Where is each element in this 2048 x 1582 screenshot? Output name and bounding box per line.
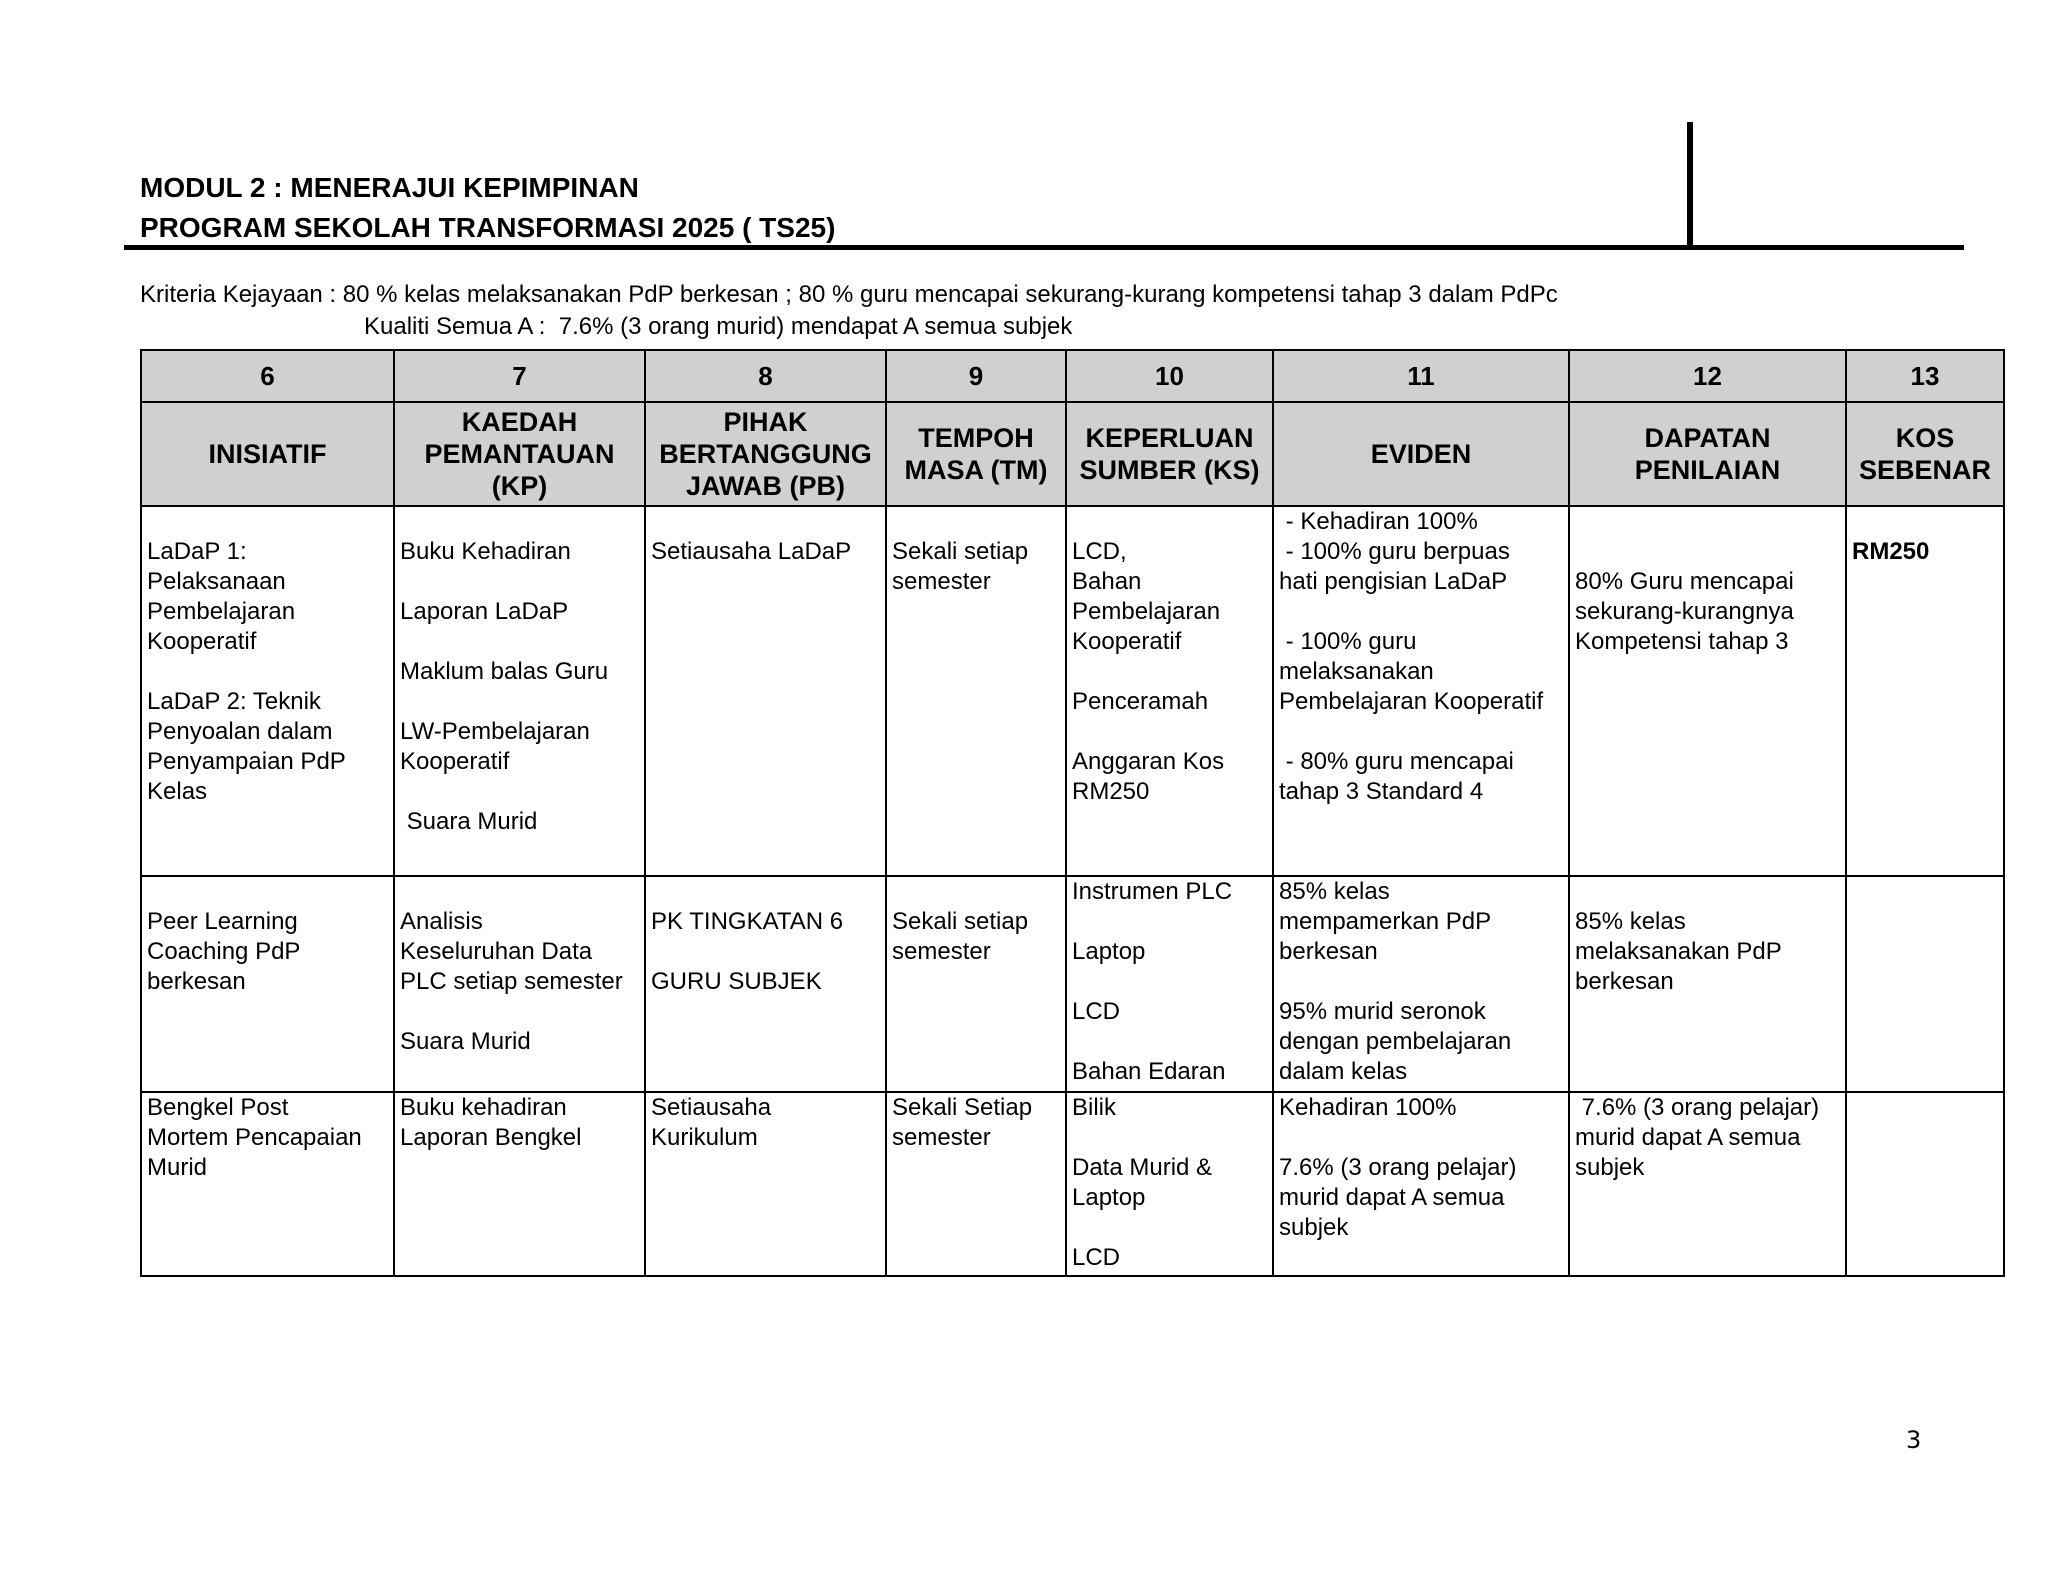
header-kaedah-pemantauan: KAEDAH PEMANTAUAN (KP) — [394, 402, 645, 506]
cell-line: RM250 — [1852, 538, 1930, 565]
cell-line — [892, 507, 1060, 537]
cell-kos — [1846, 506, 2004, 876]
column-number: 6 — [141, 350, 394, 402]
initiative-table — [140, 349, 2005, 1277]
cell-line: mempamerkan PdP — [1279, 908, 1492, 935]
cell-line: Bilik — [1072, 1094, 1117, 1121]
cell-line: Analisis — [400, 908, 483, 935]
title-line-1: MODUL 2 : MENERAJUI KEPIMPINAN — [140, 172, 639, 203]
header-keperluan-sumber: KEPERLUAN SUMBER (KS) — [1066, 402, 1273, 506]
cell-line — [892, 877, 1060, 907]
cell-line: LCD — [1072, 1244, 1121, 1271]
cell-line — [1852, 507, 1998, 537]
cell-eviden — [1273, 876, 1569, 1092]
cell-line — [1072, 1027, 1267, 1057]
cell-line: Penyoalan dalam — [147, 718, 333, 745]
cell-line: Pembelajaran — [147, 598, 296, 625]
header-eviden: EVIDEN — [1273, 402, 1569, 506]
cell-line: 7.6% (3 orang pelajar) — [1279, 1154, 1517, 1181]
cell-pihak — [645, 506, 886, 876]
cell-line — [1279, 967, 1563, 997]
success-criteria — [140, 279, 1558, 343]
cell-line: Kurikulum — [651, 1124, 758, 1151]
table-row — [141, 876, 2004, 1092]
cell-line: subjek — [1575, 1154, 1645, 1181]
title-vertical-bar — [1687, 122, 1693, 250]
cell-line: hati pengisian LaDaP — [1279, 568, 1508, 595]
cell-kaedah — [394, 876, 645, 1092]
cell-line: Pembelajaran — [1072, 598, 1221, 625]
cell-line: Data Murid & — [1072, 1154, 1213, 1181]
cell-line — [400, 777, 639, 807]
cell-line: 85% kelas — [1575, 908, 1686, 935]
cell-pihak — [645, 876, 886, 1092]
cell-line: LCD, — [1072, 538, 1127, 565]
cell-line: Maklum balas Guru — [400, 658, 609, 685]
cell-line: Sekali Setiap — [892, 1094, 1033, 1121]
column-header-row — [141, 402, 2004, 506]
cell-line — [1072, 907, 1267, 937]
cell-line: LW-Pembelajaran — [400, 718, 590, 745]
cell-line: Laptop — [1072, 938, 1146, 965]
cell-line: Pembelajaran Kooperatif — [1279, 688, 1544, 715]
criteria-line-1: Kriteria Kejayaan : 80 % kelas melaksanakan PdP berkesan ; 80 % guru mencapai sekurang-kurang kompetensi tahap 3 dalam PdPc — [140, 281, 1558, 308]
cell-line: Kompetensi tahap 3 — [1575, 628, 1789, 655]
cell-kaedah — [394, 1092, 645, 1276]
cell-line: RM250 — [1072, 778, 1150, 805]
cell-line: Peer Learning — [147, 908, 298, 935]
cell-line: LaDaP 2: Teknik — [147, 688, 321, 715]
cell-dapatan — [1569, 506, 1846, 876]
column-number: 13 — [1846, 350, 2004, 402]
cell-pihak — [645, 1092, 886, 1276]
cell-line: berkesan — [1279, 938, 1378, 965]
cell-line: GURU SUBJEK — [651, 968, 822, 995]
column-number: 12 — [1569, 350, 1846, 402]
cell-line: 7.6% (3 orang pelajar) — [1575, 1094, 1820, 1121]
header-kos-sebenar: KOS SEBENAR — [1846, 402, 2004, 506]
cell-keperluan — [1066, 876, 1273, 1092]
cell-line: Kooperatif — [400, 748, 510, 775]
cell-line — [400, 567, 639, 597]
cell-line — [1072, 657, 1267, 687]
cell-line: Murid — [147, 1154, 208, 1181]
title-underline — [124, 245, 1964, 250]
cell-line — [400, 877, 639, 907]
cell-line — [1072, 507, 1267, 537]
cell-line: murid dapat A semua — [1279, 1184, 1505, 1211]
cell-line: Kooperatif — [1072, 628, 1182, 655]
cell-line: Penceramah — [1072, 688, 1209, 715]
document-title — [140, 168, 835, 248]
cell-eviden — [1273, 506, 1569, 876]
cell-line: sekurang-kurangnya — [1575, 598, 1794, 625]
cell-line: - 80% guru mencapai — [1279, 748, 1514, 775]
cell-line: - Kehadiran 100% — [1279, 508, 1478, 535]
cell-line: Suara Murid — [400, 1028, 531, 1055]
cell-line — [1852, 877, 1998, 907]
cell-line: Bahan Edaran — [1072, 1058, 1226, 1085]
cell-tempoh — [886, 1092, 1066, 1276]
cell-line: melaksanakan — [1279, 658, 1434, 685]
header-tempoh-masa: TEMPOH MASA (TM) — [886, 402, 1066, 506]
cell-line: PK TINGKATAN 6 — [651, 908, 844, 935]
cell-line: melaksanakan PdP — [1575, 938, 1782, 965]
cell-tempoh — [886, 506, 1066, 876]
cell-keperluan — [1066, 506, 1273, 876]
cell-line — [400, 687, 639, 717]
cell-line: Bahan — [1072, 568, 1142, 595]
cell-line: Laporan LaDaP — [400, 598, 569, 625]
cell-line — [1072, 717, 1267, 747]
cell-line — [147, 657, 388, 687]
cell-inisiatif — [141, 1092, 394, 1276]
cell-line: dengan pembelajaran — [1279, 1028, 1512, 1055]
cell-line: semester — [892, 568, 991, 595]
cell-line — [1575, 877, 1840, 907]
cell-kaedah — [394, 506, 645, 876]
cell-line: dalam kelas — [1279, 1058, 1408, 1085]
cell-line: PLC setiap semester — [400, 968, 623, 995]
cell-line — [1072, 967, 1267, 997]
cell-line: Laporan Bengkel — [400, 1124, 582, 1151]
cell-line: berkesan — [147, 968, 246, 995]
cell-line: LaDaP 1: — [147, 538, 247, 565]
cell-kos — [1846, 1092, 2004, 1276]
cell-inisiatif — [141, 506, 394, 876]
header-dapatan-penilaian: DAPATAN PENILAIAN — [1569, 402, 1846, 506]
cell-line: semester — [892, 1124, 991, 1151]
cell-line: Buku kehadiran — [400, 1094, 567, 1121]
cell-line: 95% murid seronok — [1279, 998, 1486, 1025]
cell-line — [1575, 537, 1840, 567]
cell-line — [1072, 1213, 1267, 1243]
cell-line — [651, 877, 880, 907]
cell-line: Anggaran Kos — [1072, 748, 1225, 775]
cell-line — [147, 507, 388, 537]
cell-line: Pelaksanaan — [147, 568, 286, 595]
cell-line: - 100% guru berpuas — [1279, 538, 1510, 565]
cell-line: Mortem Pencapaian — [147, 1124, 362, 1151]
column-number: 11 — [1273, 350, 1569, 402]
cell-line: Laptop — [1072, 1184, 1146, 1211]
cell-line — [400, 997, 639, 1027]
cell-line — [1852, 1093, 1998, 1123]
cell-line: Buku Kehadiran — [400, 538, 571, 565]
cell-tempoh — [886, 876, 1066, 1092]
header-inisiatif: INISIATIF — [141, 402, 394, 506]
column-number: 9 — [886, 350, 1066, 402]
cell-line — [400, 627, 639, 657]
cell-line: tahap 3 Standard 4 — [1279, 778, 1484, 805]
cell-line: - 100% guru — [1279, 628, 1417, 655]
cell-line: Sekali setiap — [892, 538, 1029, 565]
cell-line: Sekali setiap — [892, 908, 1029, 935]
cell-line — [1279, 1123, 1563, 1153]
cell-line: 80% Guru mencapai — [1575, 568, 1794, 595]
cell-line: 85% kelas — [1279, 878, 1390, 905]
cell-eviden — [1273, 1092, 1569, 1276]
cell-line: Setiausaha LaDaP — [651, 538, 852, 565]
cell-line: Kooperatif — [147, 628, 257, 655]
cell-line: Kelas — [147, 778, 208, 805]
cell-line: subjek — [1279, 1214, 1349, 1241]
cell-inisiatif — [141, 876, 394, 1092]
cell-line: Coaching PdP — [147, 938, 301, 965]
cell-line — [147, 877, 388, 907]
cell-line: Penyampaian PdP — [147, 748, 346, 775]
cell-line — [1279, 717, 1563, 747]
cell-line — [1072, 1123, 1267, 1153]
table-row — [141, 1092, 2004, 1276]
cell-keperluan — [1066, 1092, 1273, 1276]
cell-line: Kehadiran 100% — [1279, 1094, 1457, 1121]
column-number-row — [141, 350, 2004, 402]
cell-line: Suara Murid — [400, 808, 538, 835]
column-number: 7 — [394, 350, 645, 402]
cell-line: Setiausaha — [651, 1094, 772, 1121]
cell-line — [1279, 597, 1563, 627]
column-number: 8 — [645, 350, 886, 402]
cell-dapatan — [1569, 876, 1846, 1092]
cell-dapatan — [1569, 1092, 1846, 1276]
column-number: 10 — [1066, 350, 1273, 402]
title-line-2: PROGRAM SEKOLAH TRANSFORMASI 2025 ( TS25) — [140, 212, 836, 243]
cell-line: murid dapat A semua — [1575, 1124, 1801, 1151]
cell-line: semester — [892, 938, 991, 965]
page-number: 3 — [1906, 1426, 1922, 1454]
cell-line: berkesan — [1575, 968, 1674, 995]
cell-line — [651, 507, 880, 537]
cell-line — [651, 937, 880, 967]
cell-line — [400, 507, 639, 537]
cell-line: Keseluruhan Data — [400, 938, 593, 965]
cell-line: Instrumen PLC — [1072, 878, 1233, 905]
cell-line: Bengkel Post — [147, 1094, 289, 1121]
cell-line — [1575, 507, 1840, 537]
criteria-line-2: Kualiti Semua A : 7.6% (3 orang murid) mendapat A semua subjek — [364, 313, 1073, 340]
cell-line: LCD — [1072, 998, 1121, 1025]
table-row — [141, 506, 2004, 876]
header-pihak-bertanggung-jawab: PIHAK BERTANGGUNG JAWAB (PB) — [645, 402, 886, 506]
cell-kos — [1846, 876, 2004, 1092]
